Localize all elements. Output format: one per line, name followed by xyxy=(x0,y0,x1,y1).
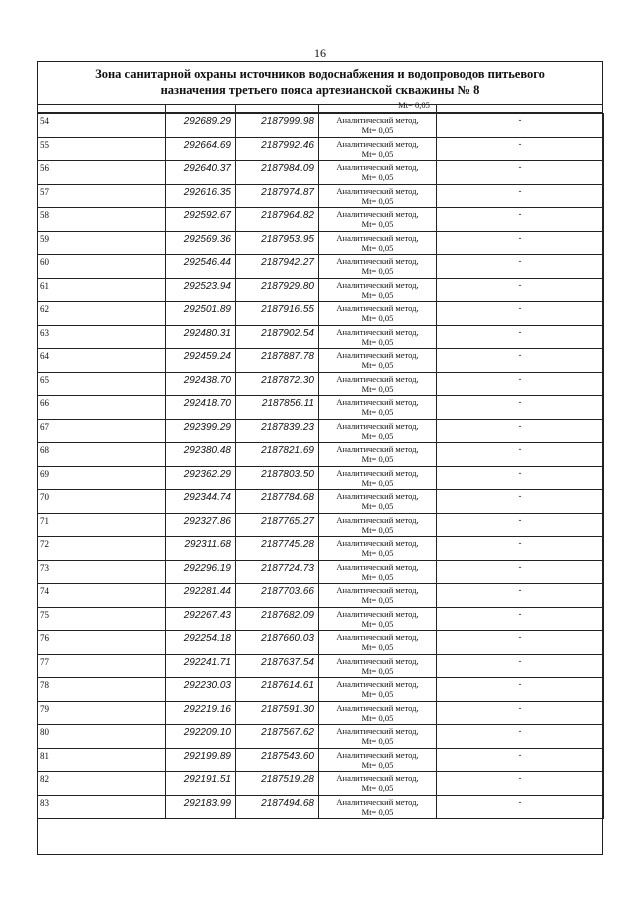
x-coordinate-cell: 292616.35 xyxy=(166,184,236,208)
note-cell: - xyxy=(437,208,604,232)
accuracy-label: Mt= 0,05 xyxy=(361,148,394,159)
table-row xyxy=(38,466,604,490)
x-coordinate-cell: 292640.37 xyxy=(166,161,236,185)
accuracy-label: Mt= 0,05 xyxy=(361,665,394,676)
accuracy-label: Mt= 0,05 xyxy=(361,618,394,629)
note-cell: - xyxy=(437,349,604,373)
point-number-cell: 83 xyxy=(38,795,166,819)
accuracy-label: Mt= 0,05 xyxy=(361,430,394,441)
method-label: Аналитический метод, xyxy=(336,726,419,736)
accuracy-label: Mt= 0,05 xyxy=(361,736,394,746)
method-label: Аналитический метод, xyxy=(336,373,419,384)
accuracy-label: Mt= 0,05 xyxy=(361,548,394,558)
table-row xyxy=(38,678,604,702)
note-cell: - xyxy=(437,419,604,443)
method-label: Аналитический метод, xyxy=(336,679,419,689)
table-row xyxy=(38,748,604,772)
method-cell xyxy=(319,231,437,255)
accuracy-label: Mt= 0,05 xyxy=(361,172,394,182)
method-cell xyxy=(319,772,437,796)
table-row xyxy=(38,302,604,326)
y-coordinate-cell: 2187637.54 xyxy=(236,654,319,678)
note-cell: - xyxy=(437,396,604,420)
table-row xyxy=(38,396,604,420)
accuracy-label: Mt= 0,05 xyxy=(361,477,394,488)
x-coordinate-cell: 292199.89 xyxy=(166,748,236,772)
method-label: Аналитический метод, xyxy=(336,491,419,501)
y-coordinate-cell: 2187543.60 xyxy=(236,748,319,772)
note-cell: - xyxy=(437,184,604,208)
x-coordinate-cell: 292480.31 xyxy=(166,325,236,349)
method-cell xyxy=(319,607,437,631)
method-cell xyxy=(319,654,437,678)
x-coordinate-cell: 292209.10 xyxy=(166,725,236,749)
point-number-cell: 81 xyxy=(38,748,166,772)
note-cell: - xyxy=(437,607,604,631)
method-label: Аналитический метод, xyxy=(336,303,419,313)
accuracy-label: Mt= 0,05 xyxy=(361,313,394,323)
point-number-cell: 76 xyxy=(38,631,166,655)
y-coordinate-cell: 2187953.95 xyxy=(236,231,319,255)
accuracy-label: Mt= 0,05 xyxy=(361,242,394,253)
method-cell xyxy=(319,372,437,396)
table-row xyxy=(38,443,604,467)
y-coordinate-cell: 2187660.03 xyxy=(236,631,319,655)
method-cell xyxy=(319,325,437,349)
y-coordinate-cell: 2187992.46 xyxy=(236,137,319,161)
continued-row-strip xyxy=(37,100,603,113)
column-divider xyxy=(318,105,319,113)
point-number-cell: 61 xyxy=(38,278,166,302)
y-coordinate-cell: 2187887.78 xyxy=(236,349,319,373)
note-cell: - xyxy=(437,114,604,138)
table-row xyxy=(38,584,604,608)
method-cell xyxy=(319,161,437,185)
x-coordinate-cell: 292689.29 xyxy=(166,114,236,138)
x-coordinate-cell: 292183.99 xyxy=(166,795,236,819)
column-divider xyxy=(235,105,236,113)
method-label: Аналитический метод, xyxy=(336,444,419,454)
accuracy-label: Mt= 0,05 xyxy=(361,712,394,723)
table-row xyxy=(38,725,604,749)
x-coordinate-cell: 292267.43 xyxy=(166,607,236,631)
table-row xyxy=(38,537,604,561)
method-cell xyxy=(319,137,437,161)
y-coordinate-cell: 2187999.98 xyxy=(236,114,319,138)
accuracy-label: Mt= 0,05 xyxy=(361,383,394,394)
point-number-cell: 65 xyxy=(38,372,166,396)
method-cell xyxy=(319,419,437,443)
accuracy-label: Mt= 0,05 xyxy=(361,524,394,535)
x-coordinate-cell: 292418.70 xyxy=(166,396,236,420)
y-coordinate-cell: 2187902.54 xyxy=(236,325,319,349)
method-cell xyxy=(319,255,437,279)
accuracy-label: Mt= 0,05 xyxy=(361,266,394,276)
y-coordinate-cell: 2187803.50 xyxy=(236,466,319,490)
accuracy-label: Mt= 0,05 xyxy=(361,783,394,793)
point-number-cell: 58 xyxy=(38,208,166,232)
point-number-cell: 55 xyxy=(38,137,166,161)
method-label: Аналитический метод, xyxy=(336,749,419,760)
note-cell: - xyxy=(437,631,604,655)
table-row xyxy=(38,137,604,161)
table-row xyxy=(38,255,604,279)
accuracy-label: Mt= 0,05 xyxy=(361,689,394,699)
accuracy-label: Mt= 0,05 xyxy=(361,289,394,300)
note-cell: - xyxy=(437,654,604,678)
accuracy-label: Mt= 0,05 xyxy=(361,360,394,370)
point-number-cell: 70 xyxy=(38,490,166,514)
table-row xyxy=(38,607,604,631)
point-number-cell: 54 xyxy=(38,114,166,138)
y-coordinate-cell: 2187856.11 xyxy=(236,396,319,420)
table-row xyxy=(38,372,604,396)
table-row xyxy=(38,161,604,185)
note-cell: - xyxy=(437,584,604,608)
x-coordinate-cell: 292501.89 xyxy=(166,302,236,326)
table-row xyxy=(38,654,604,678)
y-coordinate-cell: 2187929.80 xyxy=(236,278,319,302)
method-cell xyxy=(319,560,437,584)
table-row xyxy=(38,701,604,725)
method-cell xyxy=(319,184,437,208)
accuracy-label: Mt= 0,05 xyxy=(361,407,394,417)
table-row xyxy=(38,114,604,138)
x-coordinate-cell: 292344.74 xyxy=(166,490,236,514)
method-cell xyxy=(319,631,437,655)
point-number-cell: 57 xyxy=(38,184,166,208)
y-coordinate-cell: 2187839.23 xyxy=(236,419,319,443)
x-coordinate-cell: 292459.24 xyxy=(166,349,236,373)
method-label: Аналитический метод, xyxy=(336,561,419,572)
point-number-cell: 56 xyxy=(38,161,166,185)
x-coordinate-cell: 292230.03 xyxy=(166,678,236,702)
column-divider xyxy=(436,105,437,113)
note-cell: - xyxy=(437,137,604,161)
method-cell xyxy=(319,466,437,490)
method-label: Аналитический метод, xyxy=(336,185,419,196)
y-coordinate-cell: 2187821.69 xyxy=(236,443,319,467)
title-line-2: назначения третьего пояса артезианской скважины № 8 xyxy=(160,83,480,97)
coordinates-table-body xyxy=(38,114,604,819)
method-label: Аналитический метод, xyxy=(336,773,419,783)
y-coordinate-cell: 2187916.55 xyxy=(236,302,319,326)
accuracy-label: Mt= 0,05 xyxy=(361,642,394,652)
method-label: Аналитический метод, xyxy=(336,702,419,713)
note-cell: - xyxy=(437,278,604,302)
x-coordinate-cell: 292219.16 xyxy=(166,701,236,725)
method-cell xyxy=(319,584,437,608)
method-cell xyxy=(319,349,437,373)
y-coordinate-cell: 2187745.28 xyxy=(236,537,319,561)
strip-accuracy: Mt= 0,05 xyxy=(398,100,430,110)
method-label: Аналитический метод, xyxy=(336,209,419,219)
x-coordinate-cell: 292592.67 xyxy=(166,208,236,232)
note-cell: - xyxy=(437,748,604,772)
method-cell xyxy=(319,678,437,702)
point-number-cell: 74 xyxy=(38,584,166,608)
point-number-cell: 60 xyxy=(38,255,166,279)
point-number-cell: 82 xyxy=(38,772,166,796)
method-label: Аналитический метод, xyxy=(336,397,419,407)
note-cell: - xyxy=(437,490,604,514)
x-coordinate-cell: 292523.94 xyxy=(166,278,236,302)
accuracy-label: Mt= 0,05 xyxy=(361,125,394,135)
table-row xyxy=(38,325,604,349)
method-cell xyxy=(319,748,437,772)
note-cell: - xyxy=(437,795,604,819)
column-divider xyxy=(165,105,166,113)
note-cell: - xyxy=(437,231,604,255)
method-label: Аналитический метод, xyxy=(336,632,419,642)
accuracy-label: Mt= 0,05 xyxy=(361,806,394,817)
table-row xyxy=(38,278,604,302)
y-coordinate-cell: 2187942.27 xyxy=(236,255,319,279)
note-cell: - xyxy=(437,443,604,467)
note-cell: - xyxy=(437,255,604,279)
method-label: Аналитический метод, xyxy=(336,115,419,125)
y-coordinate-cell: 2187519.28 xyxy=(236,772,319,796)
note-cell: - xyxy=(437,325,604,349)
accuracy-label: Mt= 0,05 xyxy=(361,219,394,229)
method-label: Аналитический метод, xyxy=(336,796,419,807)
table-row xyxy=(38,184,604,208)
y-coordinate-cell: 2187974.87 xyxy=(236,184,319,208)
page-number: 16 xyxy=(314,46,326,60)
method-label: Аналитический метод, xyxy=(336,256,419,266)
accuracy-label: Mt= 0,05 xyxy=(361,454,394,464)
note-cell: - xyxy=(437,302,604,326)
title-line-1: Зона санитарной охраны источников водоснабжения и водопроводов питьевого xyxy=(95,67,545,81)
y-coordinate-cell: 2187703.66 xyxy=(236,584,319,608)
method-label: Аналитический метод, xyxy=(336,162,419,172)
note-cell: - xyxy=(437,701,604,725)
point-number-cell: 71 xyxy=(38,513,166,537)
method-cell xyxy=(319,278,437,302)
x-coordinate-cell: 292281.44 xyxy=(166,584,236,608)
point-number-cell: 78 xyxy=(38,678,166,702)
method-cell xyxy=(319,114,437,138)
method-label: Аналитический метод, xyxy=(336,138,419,149)
note-cell: - xyxy=(437,466,604,490)
table-row xyxy=(38,795,604,819)
method-cell xyxy=(319,795,437,819)
x-coordinate-cell: 292311.68 xyxy=(166,537,236,561)
method-label: Аналитический метод, xyxy=(336,326,419,337)
note-cell: - xyxy=(437,772,604,796)
table-row xyxy=(38,349,604,373)
table-row xyxy=(38,631,604,655)
method-cell xyxy=(319,513,437,537)
x-coordinate-cell: 292380.48 xyxy=(166,443,236,467)
table-row xyxy=(38,513,604,537)
method-label: Аналитический метод, xyxy=(336,232,419,243)
point-number-cell: 72 xyxy=(38,537,166,561)
point-number-cell: 80 xyxy=(38,725,166,749)
method-cell xyxy=(319,725,437,749)
coordinates-table xyxy=(37,113,604,819)
note-cell: - xyxy=(437,560,604,584)
y-coordinate-cell: 2187984.09 xyxy=(236,161,319,185)
y-coordinate-cell: 2187494.68 xyxy=(236,795,319,819)
note-cell: - xyxy=(437,678,604,702)
method-label: Аналитический метод, xyxy=(336,350,419,360)
table-row xyxy=(38,231,604,255)
accuracy-label: Mt= 0,05 xyxy=(361,595,394,605)
method-cell xyxy=(319,208,437,232)
table-row xyxy=(38,419,604,443)
table-row xyxy=(38,560,604,584)
x-coordinate-cell: 292569.36 xyxy=(166,231,236,255)
point-number-cell: 73 xyxy=(38,560,166,584)
y-coordinate-cell: 2187872.30 xyxy=(236,372,319,396)
point-number-cell: 69 xyxy=(38,466,166,490)
table-title xyxy=(37,61,603,105)
note-cell: - xyxy=(437,161,604,185)
x-coordinate-cell: 292241.71 xyxy=(166,654,236,678)
x-coordinate-cell: 292296.19 xyxy=(166,560,236,584)
x-coordinate-cell: 292664.69 xyxy=(166,137,236,161)
note-cell: - xyxy=(437,513,604,537)
method-label: Аналитический метод, xyxy=(336,655,419,666)
point-number-cell: 66 xyxy=(38,396,166,420)
accuracy-label: Mt= 0,05 xyxy=(361,195,394,206)
note-cell: - xyxy=(437,372,604,396)
accuracy-label: Mt= 0,05 xyxy=(361,571,394,582)
x-coordinate-cell: 292254.18 xyxy=(166,631,236,655)
y-coordinate-cell: 2187765.27 xyxy=(236,513,319,537)
y-coordinate-cell: 2187682.09 xyxy=(236,607,319,631)
method-label: Аналитический метод, xyxy=(336,608,419,619)
x-coordinate-cell: 292546.44 xyxy=(166,255,236,279)
point-number-cell: 63 xyxy=(38,325,166,349)
accuracy-label: Mt= 0,05 xyxy=(361,336,394,347)
accuracy-label: Mt= 0,05 xyxy=(361,501,394,511)
x-coordinate-cell: 292438.70 xyxy=(166,372,236,396)
y-coordinate-cell: 2187784.68 xyxy=(236,490,319,514)
point-number-cell: 77 xyxy=(38,654,166,678)
y-coordinate-cell: 2187724.73 xyxy=(236,560,319,584)
method-label: Аналитический метод, xyxy=(336,585,419,595)
method-cell xyxy=(319,537,437,561)
method-label: Аналитический метод, xyxy=(336,467,419,478)
table-row xyxy=(38,490,604,514)
method-label: Аналитический метод, xyxy=(336,538,419,548)
table-row xyxy=(38,772,604,796)
note-cell: - xyxy=(437,725,604,749)
point-number-cell: 75 xyxy=(38,607,166,631)
x-coordinate-cell: 292327.86 xyxy=(166,513,236,537)
point-number-cell: 59 xyxy=(38,231,166,255)
method-cell xyxy=(319,701,437,725)
method-label: Аналитический метод, xyxy=(336,514,419,525)
point-number-cell: 68 xyxy=(38,443,166,467)
y-coordinate-cell: 2187614.61 xyxy=(236,678,319,702)
y-coordinate-cell: 2187591.30 xyxy=(236,701,319,725)
method-label: Аналитический метод, xyxy=(336,420,419,431)
point-number-cell: 79 xyxy=(38,701,166,725)
x-coordinate-cell: 292399.29 xyxy=(166,419,236,443)
method-cell xyxy=(319,396,437,420)
point-number-cell: 67 xyxy=(38,419,166,443)
method-cell xyxy=(319,443,437,467)
x-coordinate-cell: 292191.51 xyxy=(166,772,236,796)
note-cell: - xyxy=(437,537,604,561)
method-label: Аналитический метод, xyxy=(336,279,419,290)
accuracy-label: Mt= 0,05 xyxy=(361,759,394,770)
y-coordinate-cell: 2187964.82 xyxy=(236,208,319,232)
point-number-cell: 64 xyxy=(38,349,166,373)
point-number-cell: 62 xyxy=(38,302,166,326)
method-cell xyxy=(319,302,437,326)
y-coordinate-cell: 2187567.62 xyxy=(236,725,319,749)
method-cell xyxy=(319,490,437,514)
table-row xyxy=(38,208,604,232)
x-coordinate-cell: 292362.29 xyxy=(166,466,236,490)
